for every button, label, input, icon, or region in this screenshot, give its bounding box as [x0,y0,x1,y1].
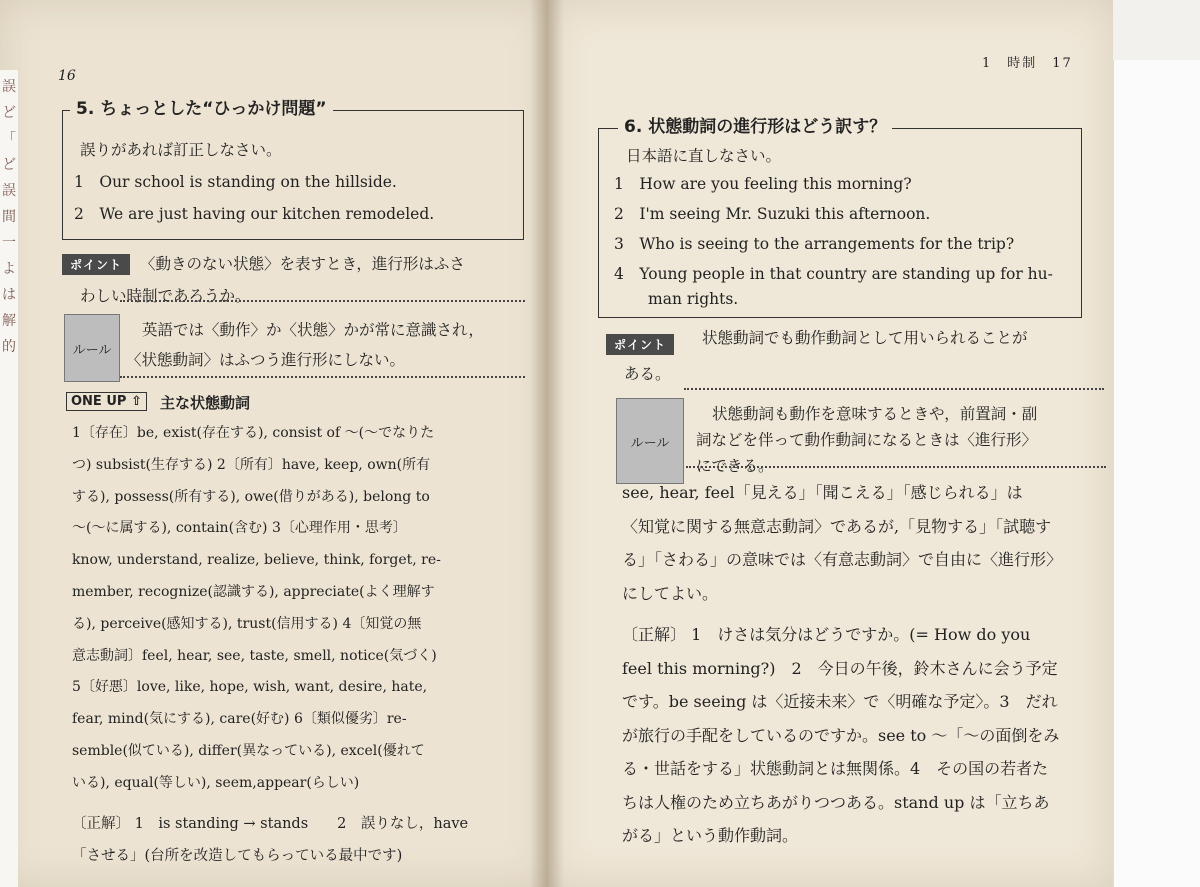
book-gutter [530,0,564,887]
one-up-heading: 主な状態動詞 [160,394,251,412]
state-verbs-line: する), possess(所有する), owe(借りがある), belong to [72,488,430,505]
answer-6-line: ちは人権のため立ちあがりつつある。stand up は「立ちあ [622,792,1050,812]
underlying-glyph: 誤 [2,183,16,199]
question-5-item: 2 We are just having our kitchen remodeled. [74,205,435,223]
answer-6-line: が旅行の手配をしているのですか。see to ～「～の面倒をみ [622,725,1060,745]
page-edge [1113,60,1200,887]
explanation-text [622,476,1102,610]
question-6-item: 4 Young people in that country are standing up for hu- [614,265,1053,283]
question-5-instruction: 誤りがあれば訂正しなさい。 [80,141,282,159]
point-line: 状態動詞でも動作動詞として用いられることが [702,329,1028,347]
question-5-item: 1 Our school is standing on the hillside. [74,173,397,191]
answer-5-line: 「させる」(台所を改造してもらっている最中です) [72,848,403,864]
divider-dotted [686,466,1106,468]
state-verbs-line: いる), equal(等しい), seem,appear(らしい) [72,774,360,791]
underlying-glyph: 解 [2,313,16,329]
rule-tag: ルール [64,314,120,382]
underlying-glyph: よ [2,261,16,277]
state-verbs-line: know, understand, realize, believe, think, forget, re- [72,552,441,569]
answer-5-line: 〔正解〕 1 is standing → stands 2 誤りなし，have [72,816,469,832]
question-6-instruction: 日本語に直しなさい。 [626,147,782,165]
underlying-glyph: ど [2,157,16,173]
underlying-glyph: 「 [2,131,16,147]
point-tag: ポイント [62,254,130,275]
state-verbs-line: fear, mind(気にする), care(好む) 6〔類似優劣〕re- [72,711,407,728]
point-tag: ポイント [606,334,674,355]
answer-6-line: がる」という動作動詞。 [622,826,799,845]
rule-tag: ルール [616,398,684,484]
divider-dotted [120,376,525,378]
state-verbs-line: 1〔存在〕be, exist(存在する), consist of ～(～でなりた [72,425,435,441]
explanation-line: see, hear, feel「見える」「聞こえる」「感じられる」は [622,483,1023,502]
underlying-glyph: 誤 [2,79,16,95]
underlying-glyph: 的 [2,339,16,355]
underlying-glyph: 一 [2,235,16,251]
state-verbs-line: 意志動詞〕feel, hear, see, taste, smell, notice(気づく) [72,647,437,664]
underlying-glyph: ど [2,105,16,121]
question-6-title: 6. 状態動詞の進行形はどう訳す？ [618,112,892,137]
underlying-glyph: 間 [2,209,16,225]
chapter-header: 1 時制 17 [982,56,1073,71]
answer-6-line: です。be seeing は〈近接未来〉で〈明確な予定〉。3 だれ [622,692,1058,711]
state-verbs-line: semble(似ている), differ(異なっている), excel(優れて [72,742,425,759]
state-verbs-line: ～(～に属する), contain(含む) 3〔心理作用・思考〕 [72,520,407,537]
rule-line: 英語では〈動作〉か〈状態〉かが常に意識され， [142,321,484,339]
question-5-title: 5. ちょっとした“ひっかけ問題” [70,94,333,119]
rule-line: 状態動詞も動作を意味するときや，前置詞・副 [712,405,1038,423]
point-line: 〈動きのない状態〉を表すとき，進行形はふさ [140,255,465,273]
question-6-item: 2 I'm seeing Mr. Suzuki this afternoon. [614,205,931,223]
state-verbs-line: member, recognize(認識する), appreciate(よく理解す [72,583,435,600]
answer-6-line: 〔正解〕 1 けさは気分はどうですか。(= How do you [622,625,1031,644]
rule-line: にできる。 [696,457,774,475]
state-verbs-line: る), perceive(感知する), trust(信用する) 4〔知覚の無 [72,615,422,632]
divider-dotted [684,388,1104,390]
one-up-tag: ONE UP ⇧ [66,392,147,411]
answer-6-line: る・世話をする」状態動詞とは無関係。4 その国の若者た [622,759,1049,778]
state-verbs-line: 5〔好悪〕love, like, hope, wish, want, desire, hate, [72,679,428,696]
page-number-left: 16 [58,68,76,84]
point-line: わしい時制であろうか。 [80,287,251,305]
rule-line: 〈状態動詞〉はふつう進行形にしない。 [126,351,406,369]
divider-dotted [120,300,525,302]
underlying-page-strip [0,70,18,887]
question-6-item: 3 Who is seeing to the arrangements for the trip? [614,235,1015,253]
explanation-line: 〈知覚に関する無意志動詞〉であるが,「見物する」「試聴す [622,516,1052,536]
underlying-glyph: は [2,287,16,303]
explanation-line: る」「さわる」の意味では〈有意志動詞〉で自由に〈進行形〉 [622,550,1063,569]
rule-line: 詞などを伴って動作動詞になるときは〈進行形〉 [696,431,1038,449]
explanation-line: にしてよい。 [622,583,719,603]
question-6-item: man rights. [648,290,739,308]
answer-6-line: feel this morning?) 2 今日の午後，鈴木さんに会う予定 [622,658,1058,678]
state-verbs-list [72,418,532,800]
point-line: ある。 [624,365,671,383]
state-verbs-line: つ) subsist(生存する) 2〔所有〕have, keep, own(所有 [72,456,431,473]
answer-6-text [622,618,1102,853]
question-6-item: 1 How are you feeling this morning? [614,175,912,193]
